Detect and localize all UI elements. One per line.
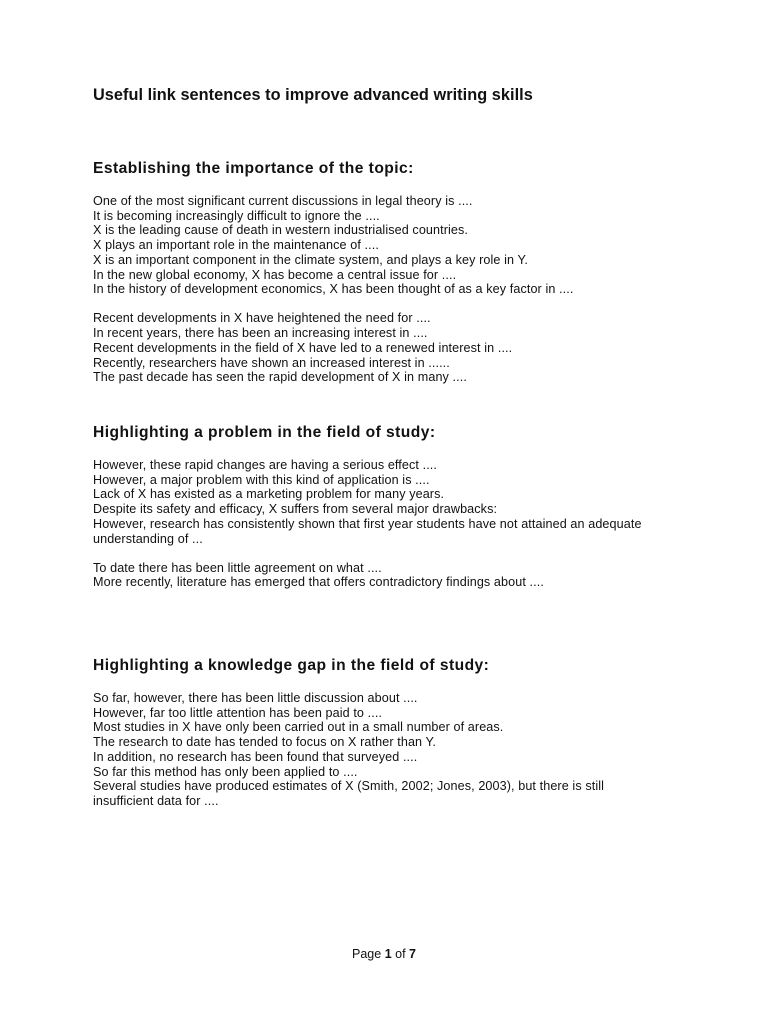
paragraph	[93, 194, 693, 297]
text-line: It is becoming increasingly difficult to ignore the ....	[93, 208, 380, 223]
text-line: In recent years, there has been an increasing interest in ....	[93, 326, 428, 341]
text-line: Recent developments in the field of X have led to a renewed interest in ....	[93, 340, 513, 355]
text-line: Most studies in X have only been carried out in a small number of areas.	[93, 720, 504, 735]
text-line: To date there has been little agreement on what ....	[93, 560, 382, 575]
text-line: However, these rapid changes are having a serious effect ....	[93, 458, 437, 472]
footer-page-word: Page	[352, 947, 382, 961]
text-line: In the new global economy, X has become a central issue for ....	[93, 267, 457, 282]
paragraph	[93, 311, 693, 385]
section-heading: Highlighting a problem in the field of study:	[93, 424, 436, 441]
text-line: X is an important component in the climate system, and plays a key role in Y.	[93, 252, 528, 267]
text-line: X plays an important role in the maintenance of ....	[93, 238, 379, 253]
section-highlighting-problem	[93, 423, 693, 590]
section-heading: Establishing the importance of the topic:	[93, 160, 414, 177]
section-knowledge-gap	[93, 656, 693, 809]
text-line: Lack of X has existed as a marketing problem for many years.	[93, 487, 445, 502]
text-line: X is the leading cause of death in western industrialised countries.	[93, 223, 469, 238]
text-line: Recent developments in X have heightened the need for ....	[93, 311, 431, 326]
text-line: Several studies have produced estimates of X (Smith, 2002; Jones, 2003), but there is still	[93, 779, 605, 794]
section-heading: Highlighting a knowledge gap in the field of study:	[93, 657, 490, 674]
total-pages-number: 7	[409, 947, 416, 961]
text-line: insufficient data for ....	[93, 793, 219, 808]
footer-of-word: of	[395, 947, 406, 961]
text-line: One of the most significant current discussions in legal theory is ....	[93, 194, 473, 208]
paragraph	[93, 458, 693, 546]
paragraph	[93, 561, 693, 590]
text-line: In the history of development economics, X has been thought of as a key factor in ....	[93, 282, 574, 297]
text-line: In addition, no research has been found that surveyed ....	[93, 749, 418, 764]
page-footer	[0, 947, 768, 961]
paragraph	[93, 691, 693, 809]
text-line: Despite its safety and efficacy, X suffers from several major drawbacks:	[93, 502, 498, 517]
text-line: However, far too little attention has been paid to ....	[93, 705, 383, 720]
section-establishing-importance	[93, 159, 693, 385]
text-line: understanding of ...	[93, 531, 203, 546]
text-line: However, a major problem with this kind of application is ....	[93, 472, 430, 487]
text-line: So far this method has only been applied to ....	[93, 764, 358, 779]
text-line: The research to date has tended to focus on X rather than Y.	[93, 735, 436, 750]
text-line: So far, however, there has been little discussion about ....	[93, 691, 418, 705]
current-page-number: 1	[384, 947, 392, 961]
text-line: The past decade has seen the rapid development of X in many ....	[93, 370, 467, 385]
text-line: Recently, researchers have shown an increased interest in ......	[93, 355, 450, 370]
document-title: Useful link sentences to improve advanced writing skills	[93, 86, 533, 104]
text-line: More recently, literature has emerged that offers contradictory findings about ....	[93, 575, 544, 590]
text-line: However, research has consistently shown that first year students have not attained an adequate	[93, 516, 642, 531]
